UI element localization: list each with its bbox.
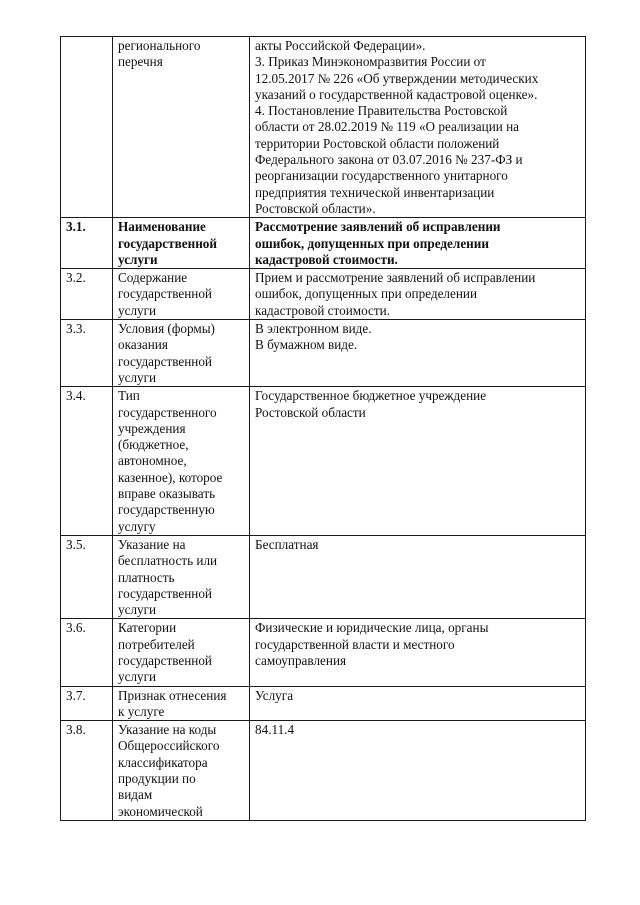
parameter-name-line: услуги bbox=[118, 369, 157, 385]
parameter-value-line: Федерального закона от 03.07.2016 № 237-ФЗ и bbox=[255, 152, 523, 168]
parameter-name-line: государственной bbox=[118, 652, 212, 668]
parameter-value-line: Услуга bbox=[255, 687, 294, 703]
parameter-value-cell bbox=[250, 320, 586, 387]
table-body bbox=[61, 37, 586, 821]
table-row bbox=[61, 619, 586, 686]
parameter-value-line: Государственное бюджетное учреждение bbox=[255, 388, 487, 404]
parameter-name-line: (бюджетное, bbox=[118, 437, 189, 453]
parameter-name-line: государственной bbox=[118, 353, 212, 369]
table-row bbox=[61, 320, 586, 387]
table-row bbox=[61, 218, 586, 269]
table-row bbox=[61, 721, 586, 821]
parameter-value-line: указаний о государственной кадастровой оценке». bbox=[255, 86, 538, 102]
parameter-name-line: казенное), которое bbox=[118, 469, 223, 485]
row-number-cell bbox=[61, 721, 113, 821]
parameter-value-line: территории Ростовской области положений bbox=[255, 135, 500, 151]
parameter-value-line: ошибок, допущенных при определении bbox=[255, 286, 478, 302]
parameter-name-line: Общероссийского bbox=[118, 738, 220, 754]
table-row bbox=[61, 37, 586, 218]
parameter-value-line: Ростовской области». bbox=[255, 200, 376, 216]
row-number: 3.6. bbox=[66, 620, 86, 636]
parameter-name-line: к услуге bbox=[118, 703, 165, 719]
row-number: 3.8. bbox=[66, 722, 86, 738]
row-number: 3.7. bbox=[66, 687, 86, 703]
parameter-name-line: государственную bbox=[118, 502, 215, 518]
parameter-name-line: Указание на коды bbox=[118, 722, 217, 738]
parameter-name-cell bbox=[113, 619, 250, 686]
parameter-value-line: Прием и рассмотрение заявлений об исправлении bbox=[255, 270, 536, 286]
parameter-value-line: реорганизации государственного унитарного bbox=[255, 168, 508, 184]
parameter-value-cell bbox=[250, 37, 586, 218]
parameter-value-line: 12.05.2017 № 226 «Об утверждении методических bbox=[255, 70, 539, 86]
parameter-value-line: Рассмотрение заявлений об исправлении bbox=[255, 219, 501, 235]
parameter-name-line: услуги bbox=[118, 602, 157, 618]
parameter-value-line: акты Российской Федерации». bbox=[255, 38, 426, 53]
parameter-name-line: автономное, bbox=[118, 453, 187, 469]
parameter-name-line: продукции по bbox=[118, 771, 196, 787]
parameter-value-cell bbox=[250, 387, 586, 536]
parameter-name-line: услуги bbox=[118, 669, 157, 685]
parameter-value-line: В электронном виде. bbox=[255, 321, 372, 337]
parameter-value-line: кадастровой стоимости. bbox=[255, 251, 398, 267]
parameter-name-line: потребителей bbox=[118, 636, 195, 652]
parameter-name-cell bbox=[113, 721, 250, 821]
parameter-name-line: государственной bbox=[118, 585, 212, 601]
parameter-name-line: вправе оказывать bbox=[118, 486, 216, 502]
parameter-name-line: видам bbox=[118, 787, 153, 803]
parameter-value-line: 3. Приказ Минэкономразвития России от bbox=[255, 54, 486, 70]
parameter-value-line: 84.11.4 bbox=[255, 722, 295, 738]
row-number-cell bbox=[61, 387, 113, 536]
table-row bbox=[61, 686, 586, 721]
row-number: 3.1. bbox=[66, 219, 86, 235]
parameter-name-cell bbox=[113, 269, 250, 320]
table-row bbox=[61, 535, 586, 618]
table-row bbox=[61, 269, 586, 320]
parameter-name-line: Условия (формы) bbox=[118, 321, 215, 337]
parameter-name-line: услугу bbox=[118, 518, 156, 534]
parameter-value-cell bbox=[250, 686, 586, 721]
parameter-name-line: перечня bbox=[118, 54, 163, 70]
parameter-value-line: Ростовской области bbox=[255, 404, 366, 420]
row-number-cell bbox=[61, 686, 113, 721]
parameter-name-line: государственной bbox=[118, 286, 212, 302]
row-number-cell bbox=[61, 320, 113, 387]
parameter-name-line: государственного bbox=[118, 404, 217, 420]
parameter-name-line: бесплатность или bbox=[118, 553, 218, 569]
parameter-value-cell bbox=[250, 619, 586, 686]
parameter-name-line: Наименование bbox=[118, 219, 206, 235]
table-row bbox=[61, 387, 586, 536]
parameter-name-line: платность bbox=[118, 569, 175, 585]
parameter-name-line: оказания bbox=[118, 337, 168, 353]
parameter-value-cell bbox=[250, 269, 586, 320]
row-number: 3.3. bbox=[66, 321, 86, 337]
row-number-cell bbox=[61, 535, 113, 618]
parameter-value-line: государственной власти и местного bbox=[255, 636, 455, 652]
row-number: 3.5. bbox=[66, 536, 86, 552]
parameter-value-line: В бумажном виде. bbox=[255, 337, 358, 353]
parameter-name-line: Указание на bbox=[118, 536, 186, 552]
parameter-value-line: кадастровой стоимости. bbox=[255, 302, 391, 318]
parameter-name-cell bbox=[113, 320, 250, 387]
parameter-name-line: экономической bbox=[118, 803, 203, 819]
parameter-name-line: услуги bbox=[118, 251, 158, 267]
parameter-name-line: Содержание bbox=[118, 270, 188, 286]
parameter-name-line: учреждения bbox=[118, 420, 186, 436]
parameter-name-line: услуги bbox=[118, 302, 157, 318]
parameter-name-line: Категории bbox=[118, 620, 177, 636]
row-number-cell bbox=[61, 269, 113, 320]
parameter-value-line: ошибок, допущенных при определении bbox=[255, 235, 489, 251]
parameter-name-cell bbox=[113, 387, 250, 536]
row-number-cell bbox=[61, 37, 113, 218]
parameter-value-line: предприятия технической инвентаризации bbox=[255, 184, 495, 200]
row-number-cell bbox=[61, 218, 113, 269]
parameter-value-line: Бесплатная bbox=[255, 536, 319, 552]
parameter-name-cell bbox=[113, 686, 250, 721]
parameter-name-line: Признак отнесения bbox=[118, 687, 227, 703]
parameter-name-cell bbox=[113, 218, 250, 269]
parameter-value-line: области от 28.02.2019 № 119 «О реализации на bbox=[255, 119, 520, 135]
row-number: 3.2. bbox=[66, 270, 86, 286]
row-number: 3.4. bbox=[66, 388, 86, 404]
parameter-name-line: регионального bbox=[118, 38, 201, 53]
parameter-value-line: Физические и юридические лица, органы bbox=[255, 620, 489, 636]
parameter-value-cell bbox=[250, 535, 586, 618]
parameter-name-cell bbox=[113, 37, 250, 218]
parameter-value-line: 4. Постановление Правительства Ростовской bbox=[255, 103, 508, 119]
parameter-name-line: классификатора bbox=[118, 754, 208, 770]
row-number-cell bbox=[61, 619, 113, 686]
parameter-name-line: государственной bbox=[118, 235, 217, 251]
parameter-value-line: самоуправления bbox=[255, 652, 347, 668]
parameter-name-cell bbox=[113, 535, 250, 618]
service-info-table bbox=[60, 36, 586, 821]
parameter-name-line: Тип bbox=[118, 388, 140, 404]
parameter-value-cell bbox=[250, 218, 586, 269]
parameter-value-cell bbox=[250, 721, 586, 821]
